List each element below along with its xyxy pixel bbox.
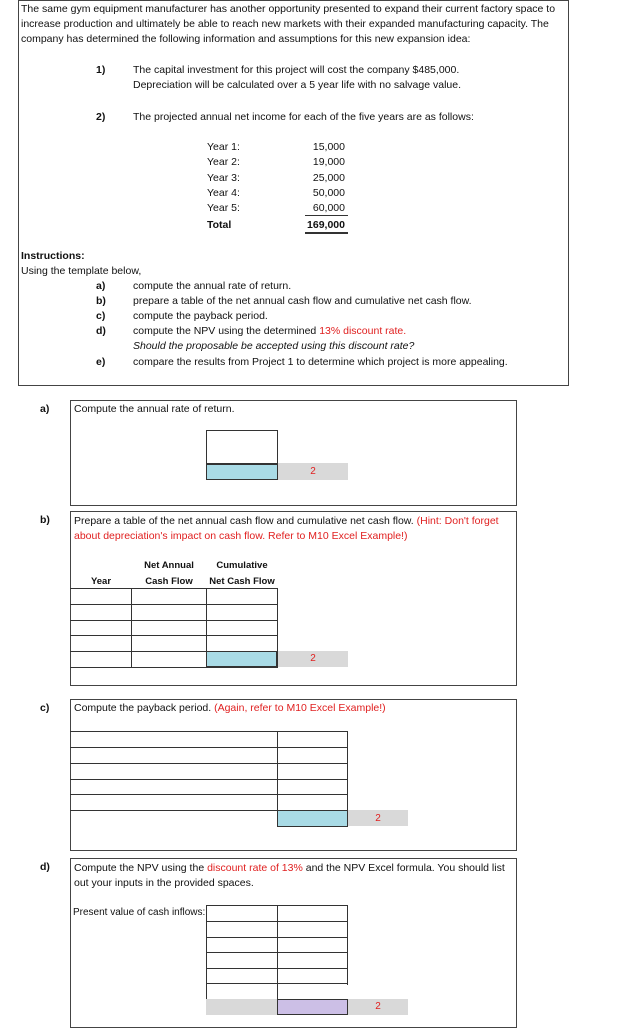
section-a-letter: a)	[40, 403, 50, 415]
table-rule	[70, 604, 278, 605]
item-2-text: The projected annual net income for each of the five years are as follows:	[133, 111, 474, 123]
section-c-hint: (Again, refer to M10 Excel Example!)	[214, 702, 386, 714]
income-row	[207, 202, 345, 214]
instruction-e-text: compare the results from Project 1 to determine which project is more appealing.	[133, 356, 508, 368]
section-c-points: 2	[375, 813, 381, 824]
intro-paragraph: The same gym equipment manufacturer has another opportunity presented to expand their current factory space to increase production and ultimately be able to reach new markets with their expanded manufacturing capacity. The company has determined the following information and assumptions for this new expansion idea:	[21, 3, 556, 45]
total-underline	[305, 215, 348, 216]
table-rule	[70, 779, 348, 780]
income-value: 19,000	[312, 156, 345, 168]
section-c-answer-cell[interactable]	[277, 810, 348, 827]
table-rule	[70, 731, 348, 732]
section-a-title: Compute the annual rate of return.	[74, 403, 235, 415]
section-d-points: 2	[375, 1001, 381, 1012]
col-net-header-2: Cash Flow	[145, 576, 193, 587]
section-d-title-pre: Compute the NPV using the	[74, 862, 208, 874]
table-rule	[70, 747, 348, 748]
section-b-letter: b)	[40, 514, 50, 526]
income-row	[207, 141, 345, 153]
table-rule	[70, 635, 278, 636]
instruction-a-text: compute the annual rate of return.	[133, 280, 292, 292]
table-rule	[70, 794, 348, 795]
section-d-discount-rate: discount rate of 13%	[207, 862, 303, 874]
instruction-b-text: prepare a table of the net annual cash flow and cumulative net cash flow.	[133, 295, 472, 307]
section-c-title	[74, 702, 386, 714]
table-col-divider	[131, 588, 132, 668]
section-c-letter: c)	[40, 702, 50, 714]
section-d-title	[74, 861, 512, 891]
instruction-d-discount: 13% discount rate.	[319, 325, 407, 337]
income-value: 60,000	[312, 202, 345, 214]
income-row	[207, 156, 345, 168]
item-1-line-2: Depreciation will be calculated over a 5 year life with no salvage value.	[133, 79, 462, 91]
total-value: 169,000	[307, 219, 345, 231]
income-value: 25,000	[312, 172, 345, 184]
instruction-d-letter: d)	[96, 325, 106, 337]
item-2-number: 2)	[96, 111, 106, 123]
year-label: Year 1:	[207, 141, 240, 153]
col-net-header-1: Net Annual	[144, 560, 194, 571]
table-col-divider	[347, 731, 348, 811]
col-cum-header-1: Cumulative	[216, 560, 268, 571]
instruction-d-note: Should the proposable be accepted using this discount rate?	[133, 340, 415, 352]
pv-label: Present value of cash inflows:	[73, 907, 206, 918]
section-b-hint: (Hint: Don't forget about depreciation's impact on cash flow. Refer to M10 Excel Example!)	[74, 515, 499, 542]
year-label: Year 3:	[207, 172, 240, 184]
instruction-d-main: compute the NPV using the determined	[133, 325, 320, 337]
instructions-lead: Using the template below,	[21, 265, 142, 277]
instruction-b-letter: b)	[96, 295, 106, 307]
section-c-title-text: Compute the payback period.	[74, 702, 215, 714]
table-rule	[70, 620, 278, 621]
total-label: Total	[207, 219, 232, 231]
col-cum-header-2: Net Cash Flow	[209, 576, 275, 587]
instructions-heading: Instructions:	[21, 250, 85, 262]
item-1-number: 1)	[96, 64, 106, 76]
section-a-box	[70, 400, 517, 506]
year-label: Year 2:	[207, 156, 240, 168]
instruction-e-letter: e)	[96, 356, 106, 368]
col-year-header: Year	[90, 576, 112, 587]
year-label: Year 5:	[207, 202, 240, 214]
instruction-a-letter: a)	[96, 280, 106, 292]
total-double-underline	[305, 232, 348, 234]
table-rule	[70, 588, 278, 589]
table-rule	[70, 763, 348, 764]
instruction-c-text: compute the payback period.	[133, 310, 268, 322]
section-a-points: 2	[310, 466, 316, 477]
section-a-work-cell[interactable]	[206, 430, 278, 464]
section-c-box	[70, 699, 517, 851]
section-b-title	[74, 514, 514, 544]
section-b-points: 2	[310, 653, 316, 664]
instruction-c-letter: c)	[96, 310, 106, 322]
table-col-divider	[347, 905, 348, 985]
income-row	[207, 172, 345, 184]
section-b-title-text: Prepare a table of the net annual cash flow and cumulative net cash flow.	[74, 515, 417, 527]
table-col-divider	[277, 905, 278, 1000]
section-a-answer-cell[interactable]	[206, 463, 278, 480]
instruction-d-text	[133, 325, 406, 337]
section-d-answer-cell[interactable]	[277, 999, 348, 1015]
year-label: Year 4:	[207, 187, 240, 199]
section-d-title-post: and the NPV Excel formula. You should list out your inputs in the provided spaces.	[74, 862, 505, 889]
section-b-answer-cell[interactable]	[206, 651, 278, 668]
income-value: 50,000	[312, 187, 345, 199]
table-col-divider	[206, 905, 207, 1000]
section-d-letter: d)	[40, 861, 50, 873]
income-value: 15,000	[312, 141, 345, 153]
income-row	[207, 187, 345, 199]
item-1-line-1: The capital investment for this project will cost the company $485,000.	[133, 64, 460, 76]
